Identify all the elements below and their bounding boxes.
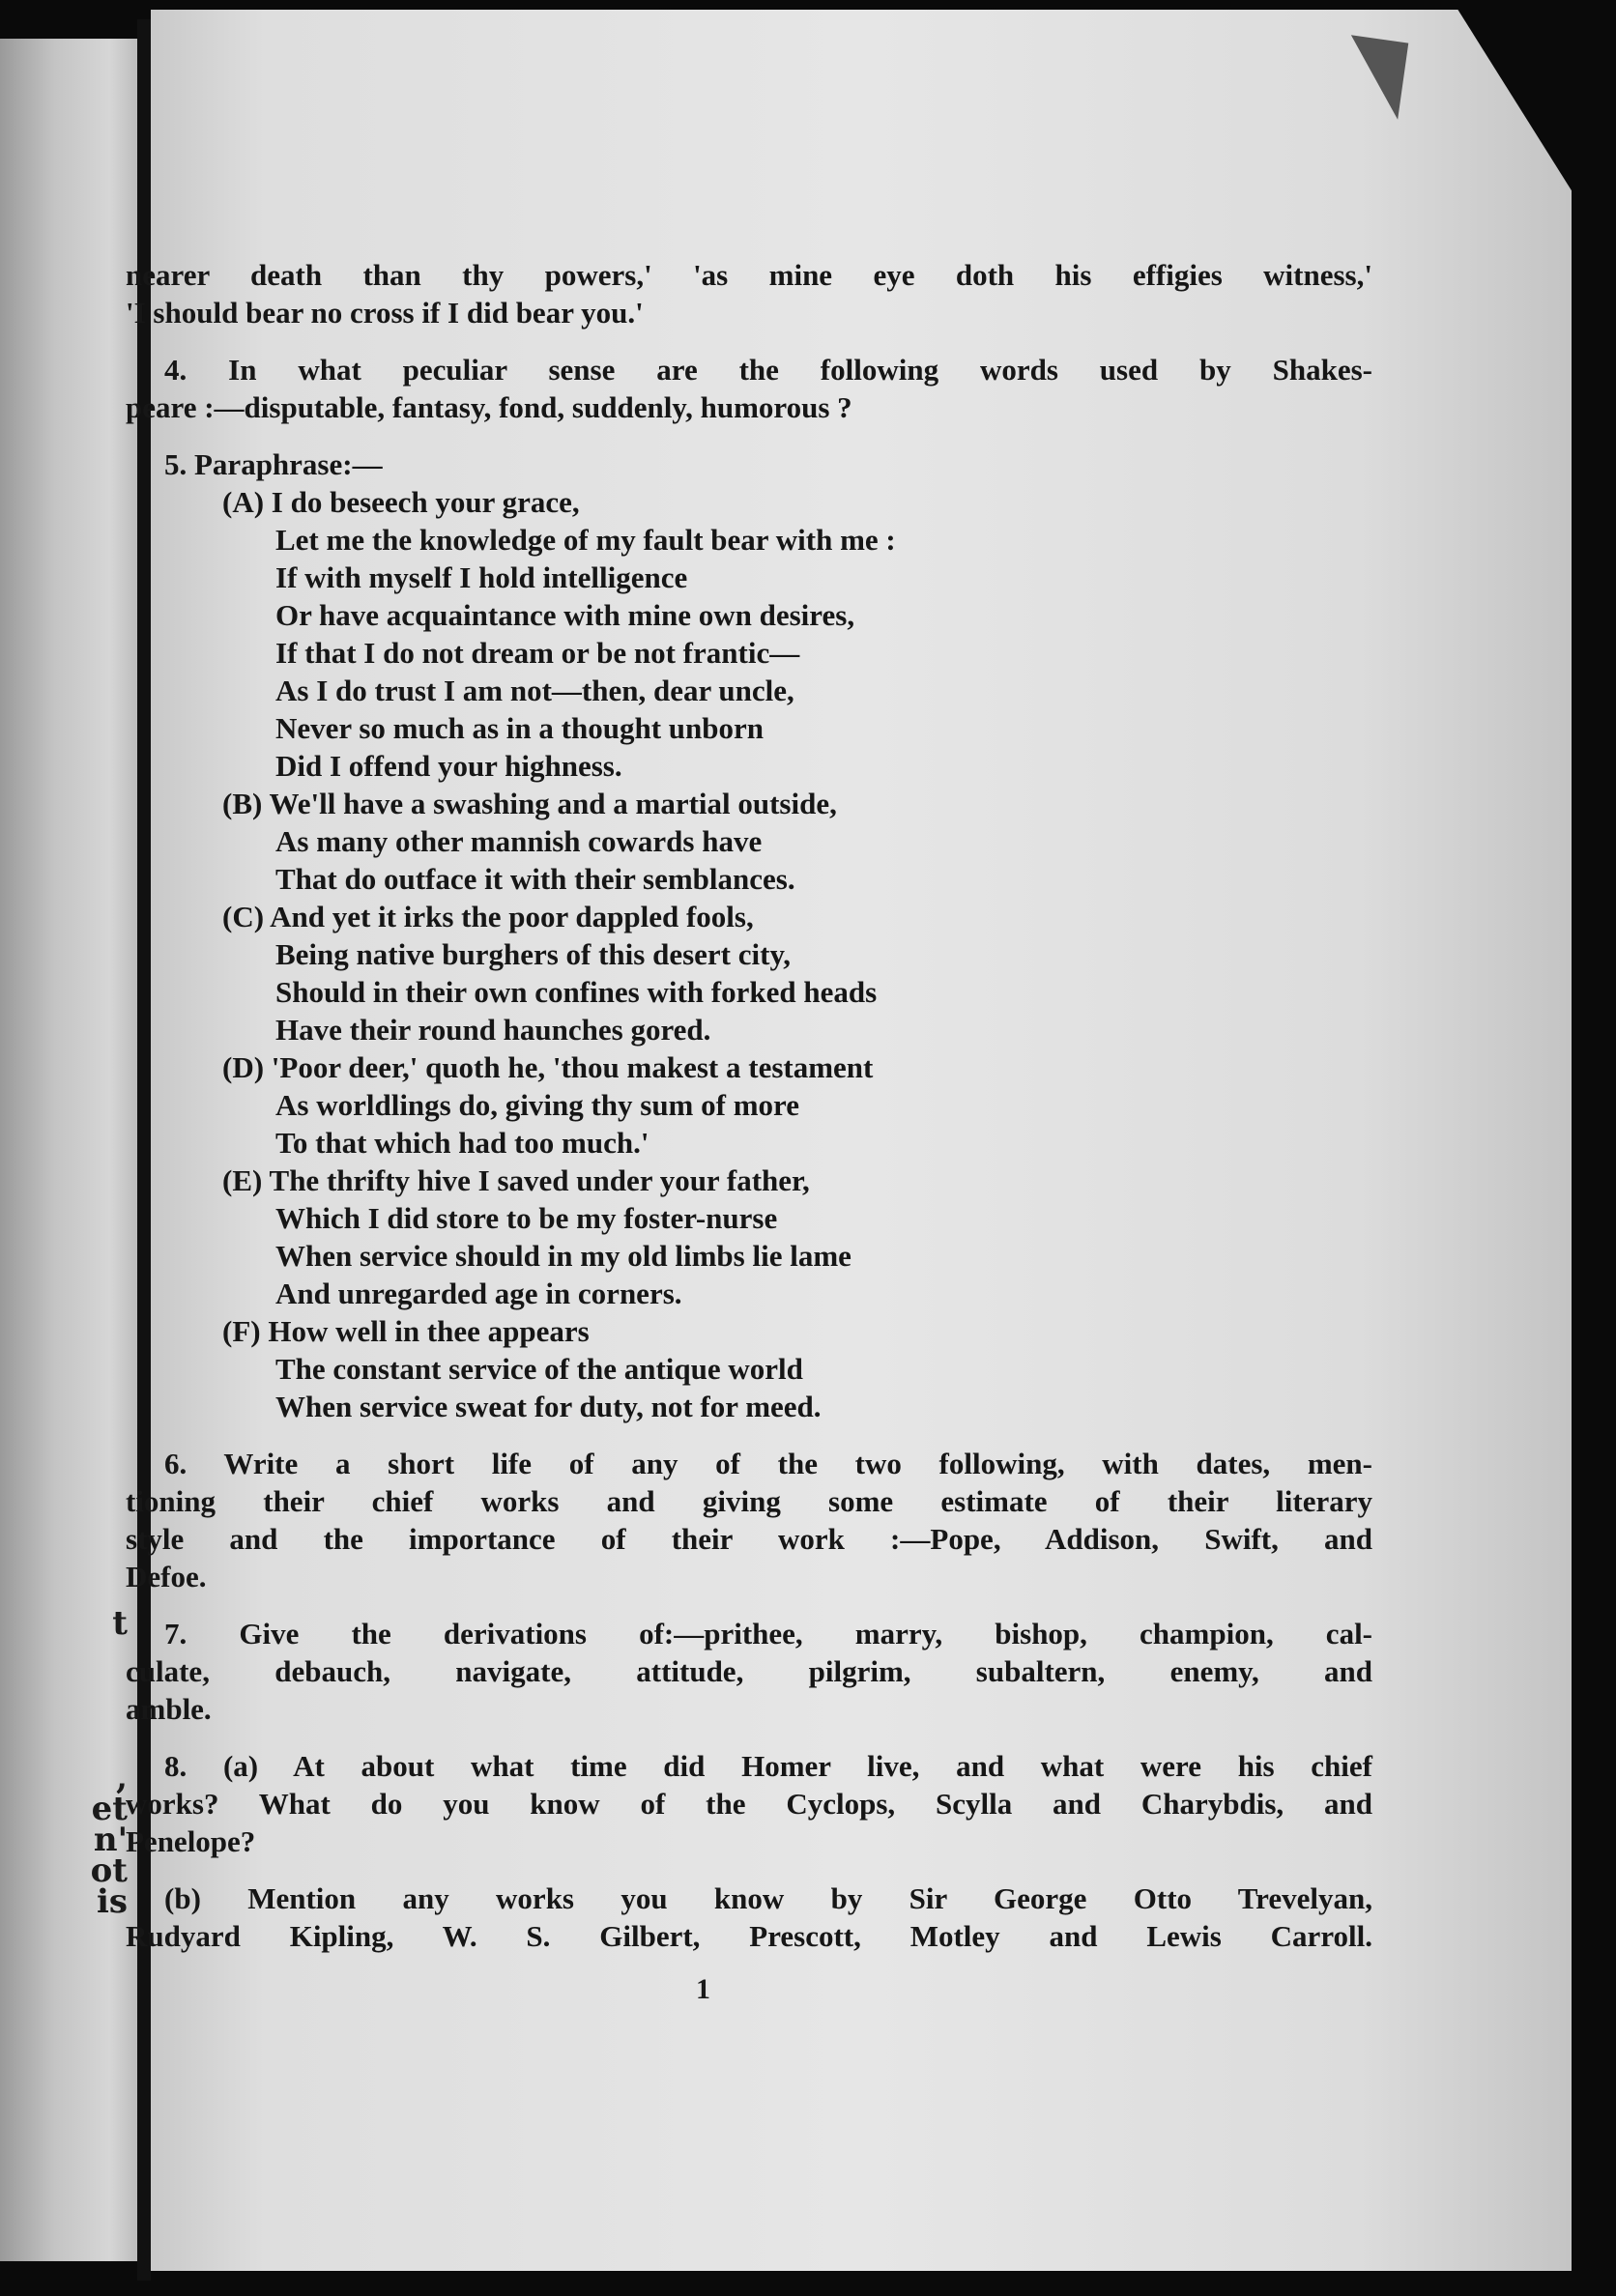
page-footer-mark: 1: [696, 1973, 710, 2005]
question-8a: [126, 1747, 1372, 1860]
verse-line: (B) We'll have a swashing and a martial outside,: [222, 787, 837, 820]
left-margin-fragments: [0, 39, 137, 2261]
page-text: [126, 256, 1372, 1974]
left-page-edge: [0, 39, 137, 2261]
question-5: [126, 445, 1372, 1425]
margin-fragment: n': [93, 1821, 128, 1859]
text-line: Rudyard Kipling, W. S. Gilbert, Prescott, Motley and Lewis Carroll.: [126, 1919, 1372, 1953]
verse-line: When service should in my old limbs lie lame: [275, 1239, 851, 1273]
passage-e: [126, 1162, 1372, 1312]
verse-line: (E) The thrifty hive I saved under your father,: [222, 1163, 810, 1197]
text-line: 8. (a) At about what time did Homer live, and what were his chief: [164, 1749, 1372, 1783]
margin-fragment: t: [112, 1604, 128, 1643]
margin-fragment: ,: [116, 1759, 128, 1797]
text-line: tioning their chief works and giving some estimate of their literary: [126, 1484, 1372, 1518]
text-line: 7. Give the derivations of:—prithee, marry, bishop, champion, cal-: [164, 1617, 1372, 1650]
verse-line: As many other mannish cowards have: [275, 824, 763, 858]
verse-line: Did I offend your highness.: [275, 749, 622, 783]
verse-line: Which I did store to be my foster-nurse: [275, 1201, 778, 1235]
text-line: Defoe.: [126, 1560, 207, 1593]
verse-line: Or have acquaintance with mine own desires,: [275, 598, 855, 632]
verse-line: (A) I do beseech your grace,: [222, 485, 580, 519]
verse-line: And unregarded age in corners.: [275, 1277, 682, 1310]
passage-c: [126, 898, 1372, 1048]
verse-line: The constant service of the antique world: [275, 1352, 803, 1386]
text-line: 'I should bear no cross if I did bear you.': [126, 296, 644, 330]
question-4: [126, 351, 1372, 426]
verse-line: Never so much as in a thought unborn: [275, 711, 764, 745]
passage-f: [126, 1312, 1372, 1425]
verse-line: Being native burghers of this desert city,: [275, 937, 791, 971]
verse-line: That do outface it with their semblances.: [275, 862, 795, 896]
text-line: amble.: [126, 1692, 212, 1726]
verse-line: (D) 'Poor deer,' quoth he, 'thou makest a testament: [222, 1050, 874, 1084]
question-7: [126, 1615, 1372, 1728]
question-6: [126, 1445, 1372, 1595]
verse-line: Let me the knowledge of my fault bear with me :: [275, 523, 896, 557]
question-8b: [126, 1880, 1372, 1955]
verse-line: (C) And yet it irks the poor dappled fools,: [222, 900, 754, 933]
passage-b: [126, 785, 1372, 898]
verse-line: To that which had too much.': [275, 1126, 649, 1160]
text-line: works? What do you know of the Cyclops, Scylla and Charybdis, and: [126, 1787, 1372, 1821]
passage-a: [126, 483, 1372, 785]
verse-line: When service sweat for duty, not for meed.: [275, 1390, 822, 1423]
verse-line: Should in their own confines with forked heads: [275, 975, 878, 1009]
folded-corner: [1341, 35, 1409, 120]
text-line: peare :—disputable, fantasy, fond, suddenly, humorous ?: [126, 390, 852, 424]
verse-line: (F) How well in thee appears: [222, 1314, 590, 1348]
verse-line: As I do trust I am not—then, dear uncle,: [275, 674, 794, 707]
margin-fragment: ot: [90, 1851, 128, 1890]
margin-fragment: et: [91, 1790, 128, 1828]
text-line: culate, debauch, navigate, attitude, pilgrim, subaltern, enemy, and: [126, 1654, 1372, 1688]
text-line: style and the importance of their work :—Pope, Addison, Swift, and: [126, 1522, 1372, 1556]
verse-line: If with myself I hold intelligence: [275, 560, 688, 594]
text-line: 4. In what peculiar sense are the following words used by Shakes-: [164, 353, 1372, 387]
passage-d: [126, 1048, 1372, 1162]
question-3-continuation: [126, 256, 1372, 331]
question-heading: 5. Paraphrase:—: [164, 447, 383, 481]
text-line: 6. Write a short life of any of the two following, with dates, men-: [164, 1447, 1372, 1480]
margin-fragment: is: [96, 1882, 128, 1921]
text-line: Penelope?: [126, 1824, 256, 1858]
text-line: (b) Mention any works you know by Sir George Otto Trevelyan,: [164, 1881, 1372, 1915]
verse-line: As worldlings do, giving thy sum of more: [275, 1088, 799, 1122]
verse-line: Have their round haunches gored.: [275, 1013, 711, 1047]
text-line: nearer death than thy powers,' 'as mine eye doth his effigies witness,': [126, 258, 1372, 292]
verse-line: If that I do not dream or be not frantic—: [275, 636, 800, 670]
